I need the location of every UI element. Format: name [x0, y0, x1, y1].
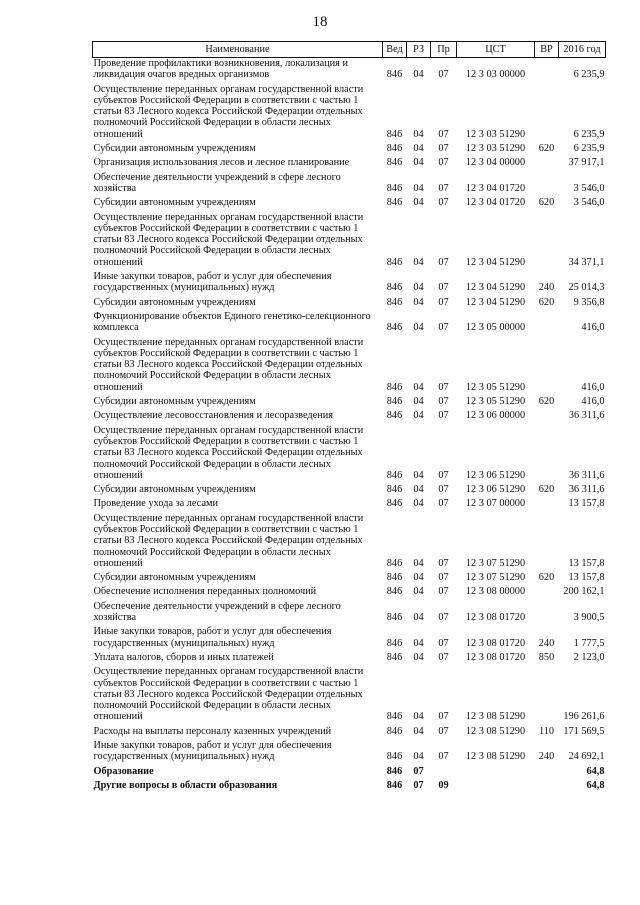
row-sum: 3 900,5 [573, 612, 605, 624]
table-row [93, 726, 606, 740]
row-sum: 36 311,6 [568, 410, 605, 422]
row-cst: 12 3 04 01720 [465, 182, 526, 194]
row-ved: 846 [386, 469, 403, 481]
row-sum: 6 235,9 [573, 143, 605, 155]
row-cst: 12 3 08 51290 [465, 725, 526, 737]
row-name: Иные закупки товаров, работ и услуг для обеспечения государственных (муниципальных) нужд [93, 271, 332, 294]
row-name: Иные закупки товаров, работ и услуг для обеспечения государственных (муниципальных) нужд [93, 740, 332, 763]
row-ved: 846 [386, 296, 403, 308]
row-rz: 04 [413, 128, 424, 140]
row-ved: 846 [386, 322, 403, 334]
table-row [93, 271, 606, 297]
table-row [93, 311, 606, 337]
row-sum: 416,0 [581, 381, 605, 393]
row-sum: 171 569,5 [563, 725, 605, 737]
row-vr [535, 425, 559, 484]
row-ved: 846 [386, 256, 403, 268]
row-ved: 846 [386, 143, 403, 155]
row-name: Осуществление переданных органам государственной власти субъектов Российской Федерации в соответствии с частью 1 статьи 83 Лесного кодекса Российской Федерации отдельных полномочий Российской Федерации в области лесных отношений [93, 211, 364, 268]
table-row [93, 197, 606, 211]
header-year: 2016 год [559, 42, 606, 58]
row-rz: 04 [413, 751, 424, 763]
table-row [93, 586, 606, 600]
row-name: Субсидии автономным учреждениям [93, 197, 256, 209]
table-row [93, 143, 606, 157]
table-row [93, 484, 606, 498]
row-sum: 13 157,8 [568, 572, 605, 584]
row-cst: 12 3 08 51290 [465, 711, 526, 723]
table-header-row [93, 42, 606, 58]
row-ved: 846 [386, 484, 403, 496]
row-name: Проведение ухода за лесами [93, 498, 219, 510]
row-cst: 12 3 04 51290 [465, 256, 526, 268]
header-name: Наименование [93, 42, 383, 58]
row-cst: 12 3 04 51290 [465, 296, 526, 308]
row-rz: 04 [413, 157, 424, 169]
row-sum: 416,0 [581, 396, 605, 408]
row-pr: 07 [438, 469, 449, 481]
row-vr: 620 [538, 572, 555, 584]
row-vr [535, 410, 559, 424]
row-pr: 07 [438, 322, 449, 334]
row-pr: 07 [438, 128, 449, 140]
row-vr [535, 157, 559, 171]
row-sum: 196 261,6 [563, 711, 605, 723]
table-row [93, 297, 606, 311]
table-row [93, 337, 606, 396]
row-pr: 07 [438, 557, 449, 569]
row-ved: 846 [386, 410, 403, 422]
row-pr: 07 [438, 751, 449, 763]
row-cst [457, 780, 535, 794]
row-pr: 07 [438, 586, 449, 598]
row-pr: 07 [438, 256, 449, 268]
row-name: Субсидии автономным учреждениям [93, 296, 256, 308]
row-sum: 34 371,1 [568, 256, 605, 268]
row-rz: 04 [413, 410, 424, 422]
row-name: Субсидии автономным учреждениям [93, 572, 256, 584]
row-vr: 620 [538, 484, 555, 496]
row-pr: 07 [438, 182, 449, 194]
row-cst: 12 3 08 00000 [465, 586, 526, 598]
row-sum: 36 311,6 [568, 469, 605, 481]
row-rz: 04 [413, 469, 424, 481]
row-cst: 12 3 07 51290 [465, 557, 526, 569]
row-vr: 240 [538, 751, 555, 763]
table-row [93, 601, 606, 627]
row-pr: 07 [438, 637, 449, 649]
row-name: Осуществление переданных органам государственной власти субъектов Российской Федерации в соответствии с частью 1 статьи 83 Лесного кодекса Российской Федерации отдельных полномочий Российской Федерации в области лесных отношений [93, 424, 364, 481]
row-name: Уплата налогов, сборов и иных платежей [93, 651, 274, 663]
table-row [93, 626, 606, 652]
row-sum: 1 777,5 [573, 637, 605, 649]
row-ved: 846 [386, 612, 403, 624]
row-vr [535, 311, 559, 337]
row-ved: 846 [386, 157, 403, 169]
row-pr: 07 [438, 612, 449, 624]
row-ved: 846 [386, 711, 403, 723]
row-vr [535, 766, 559, 780]
row-rz: 04 [413, 586, 424, 598]
row-name: Обеспечение исполнения переданных полномочий [93, 586, 317, 598]
row-vr [535, 666, 559, 725]
row-pr: 07 [438, 381, 449, 393]
row-name: Осуществление переданных органам государственной власти субъектов Российской Федерации в соответствии с частью 1 статьи 83 Лесного кодекса Российской Федерации отдельных полномочий Российской Федерации в области лесных отношений [93, 83, 364, 140]
row-sum: 64,8 [586, 765, 605, 777]
row-cst: 12 3 03 51290 [465, 128, 526, 140]
row-ved: 846 [386, 572, 403, 584]
row-name: Осуществление переданных органам государственной власти субъектов Российской Федерации в соответствии с частью 1 статьи 83 Лесного кодекса Российской Федерации отдельных полномочий Российской Федерации в области лесных отношений [93, 512, 364, 569]
row-pr: 07 [438, 651, 449, 663]
row-ved: 846 [386, 765, 403, 777]
table-row [93, 666, 606, 725]
row-cst: 12 3 08 01720 [465, 651, 526, 663]
row-ved: 846 [386, 197, 403, 209]
row-sum: 3 546,0 [573, 182, 605, 194]
row-cst: 12 3 05 51290 [465, 396, 526, 408]
table-row [93, 212, 606, 271]
row-ved: 846 [386, 586, 403, 598]
row-rz: 04 [413, 711, 424, 723]
row-pr: 07 [438, 410, 449, 422]
row-vr [535, 58, 559, 84]
table-row [93, 780, 606, 794]
row-pr: 07 [438, 725, 449, 737]
row-cst: 12 3 05 51290 [465, 381, 526, 393]
row-cst: 12 3 08 51290 [465, 751, 526, 763]
row-cst: 12 3 07 51290 [465, 572, 526, 584]
row-pr: 07 [438, 396, 449, 408]
row-rz: 04 [413, 197, 424, 209]
row-ved: 846 [386, 779, 403, 791]
row-rz: 04 [413, 572, 424, 584]
row-cst: 12 3 06 51290 [465, 469, 526, 481]
row-ved: 846 [386, 498, 403, 510]
row-name: Субсидии автономным учреждениям [93, 396, 256, 408]
row-ved: 846 [386, 182, 403, 194]
row-vr [535, 513, 559, 572]
row-rz: 04 [413, 651, 424, 663]
row-pr: 07 [438, 484, 449, 496]
row-name: Осуществление переданных органам государственной власти субъектов Российской Федерации в соответствии с частью 1 статьи 83 Лесного кодекса Российской Федерации отдельных полномочий Российской Федерации в области лесных отношений [93, 336, 364, 393]
table-row [93, 396, 606, 410]
row-pr: 07 [438, 296, 449, 308]
row-rz: 04 [413, 381, 424, 393]
row-pr: 07 [438, 69, 449, 81]
row-sum: 25 014,3 [568, 282, 605, 294]
row-name: Образование [93, 765, 154, 777]
row-name: Расходы на выплаты персоналу казенных учреждений [93, 725, 332, 737]
row-sum: 64,8 [586, 779, 605, 791]
row-pr [431, 766, 457, 780]
row-vr [535, 601, 559, 627]
row-name: Осуществление лесовосстановления и лесоразведения [93, 410, 333, 422]
row-pr: 07 [438, 143, 449, 155]
row-vr: 620 [538, 296, 555, 308]
table-row [93, 425, 606, 484]
row-pr: 07 [438, 197, 449, 209]
row-rz: 04 [413, 296, 424, 308]
header-ved: Вед [383, 42, 407, 58]
row-cst: 12 3 05 00000 [465, 322, 526, 334]
row-sum: 416,0 [581, 322, 605, 334]
row-name: Субсидии автономным учреждениям [93, 484, 256, 496]
row-vr: 240 [538, 282, 555, 294]
table-row [93, 766, 606, 780]
row-ved: 846 [386, 69, 403, 81]
row-rz: 04 [413, 143, 424, 155]
table-row [93, 410, 606, 424]
row-vr: 240 [538, 637, 555, 649]
row-ved: 846 [386, 725, 403, 737]
row-cst: 12 3 04 01720 [465, 197, 526, 209]
table-row [93, 740, 606, 766]
row-ved: 846 [386, 637, 403, 649]
row-pr: 07 [438, 711, 449, 723]
row-rz: 04 [413, 637, 424, 649]
row-vr [535, 84, 559, 143]
row-name: Осуществление переданных органам государственной власти субъектов Российской Федерации в соответствии с частью 1 статьи 83 Лесного кодекса Российской Федерации отдельных полномочий Российской Федерации в области лесных отношений [93, 666, 364, 723]
row-name: Обеспечение деятельности учреждений в сфере лесного хозяйства [93, 171, 341, 194]
row-cst: 12 3 06 00000 [465, 410, 526, 422]
row-ved: 846 [386, 557, 403, 569]
row-rz: 07 [413, 779, 424, 791]
row-sum: 13 157,8 [568, 498, 605, 510]
row-name: Иные закупки товаров, работ и услуг для обеспечения государственных (муниципальных) нужд [93, 626, 332, 649]
row-cst: 12 3 03 51290 [465, 143, 526, 155]
row-pr: 07 [438, 282, 449, 294]
row-cst: 12 3 06 51290 [465, 484, 526, 496]
page-number: 18 [312, 14, 328, 30]
table-body [93, 58, 606, 795]
row-ved: 846 [386, 751, 403, 763]
table-row [93, 157, 606, 171]
row-sum: 36 311,6 [568, 484, 605, 496]
row-name: Субсидии автономным учреждениям [93, 143, 256, 155]
row-cst [457, 766, 535, 780]
row-vr [535, 586, 559, 600]
row-rz: 04 [413, 282, 424, 294]
row-sum: 200 162,1 [563, 586, 605, 598]
row-vr [535, 172, 559, 198]
row-rz: 04 [413, 612, 424, 624]
row-rz: 07 [413, 765, 424, 777]
row-vr [535, 780, 559, 794]
row-sum: 6 235,9 [573, 128, 605, 140]
table-row [93, 172, 606, 198]
row-rz: 04 [413, 725, 424, 737]
row-sum: 24 692,1 [568, 751, 605, 763]
row-pr: 09 [438, 779, 449, 791]
row-rz: 04 [413, 69, 424, 81]
row-rz: 04 [413, 498, 424, 510]
row-vr [535, 498, 559, 512]
row-cst: 12 3 03 00000 [465, 69, 526, 81]
row-sum: 37 917,1 [568, 157, 605, 169]
row-rz: 04 [413, 182, 424, 194]
table-row [93, 513, 606, 572]
row-cst: 12 3 08 01720 [465, 637, 526, 649]
row-rz: 04 [413, 557, 424, 569]
row-vr: 620 [538, 197, 555, 209]
row-vr: 110 [538, 725, 555, 737]
row-cst: 12 3 07 00000 [465, 498, 526, 510]
row-cst: 12 3 04 51290 [465, 282, 526, 294]
row-ved: 846 [386, 651, 403, 663]
row-pr: 07 [438, 498, 449, 510]
row-ved: 846 [386, 282, 403, 294]
row-ved: 846 [386, 381, 403, 393]
row-sum: 3 546,0 [573, 197, 605, 209]
row-sum: 2 123,0 [573, 651, 605, 663]
row-cst: 12 3 04 00000 [465, 157, 526, 169]
row-sum: 13 157,8 [568, 557, 605, 569]
row-vr: 620 [538, 143, 555, 155]
table-row [93, 652, 606, 666]
row-ved: 846 [386, 396, 403, 408]
budget-table [92, 41, 606, 794]
row-rz: 04 [413, 484, 424, 496]
table-row [93, 84, 606, 143]
header-pr: Пр [431, 42, 457, 58]
row-pr: 07 [438, 572, 449, 584]
row-sum: 9 356,8 [573, 296, 605, 308]
row-vr: 850 [538, 651, 555, 663]
row-name: Функционирование объектов Единого генетико-селекционного комплекса [93, 310, 371, 334]
row-vr: 620 [538, 396, 555, 408]
header-cst: ЦСТ [457, 42, 535, 58]
row-ved: 846 [386, 128, 403, 140]
row-name: Проведение профилактики возникновения, локализация и ликвидация очагов вредных организмов [93, 58, 348, 81]
row-vr [535, 337, 559, 396]
table-row [93, 498, 606, 512]
row-name: Обеспечение деятельности учреждений в сфере лесного хозяйства [93, 600, 341, 624]
header-vr: ВР [535, 42, 559, 58]
row-name: Организация использования лесов и лесное планирование [93, 157, 350, 169]
row-rz: 04 [413, 322, 424, 334]
row-rz: 04 [413, 396, 424, 408]
row-pr: 07 [438, 157, 449, 169]
table-row [93, 572, 606, 586]
row-vr [535, 212, 559, 271]
row-rz: 04 [413, 256, 424, 268]
row-name: Другие вопросы в области образования [93, 779, 278, 791]
header-rz: РЗ [407, 42, 431, 58]
row-cst: 12 3 08 01720 [465, 612, 526, 624]
row-sum: 6 235,9 [573, 69, 605, 81]
table-row [93, 58, 606, 84]
